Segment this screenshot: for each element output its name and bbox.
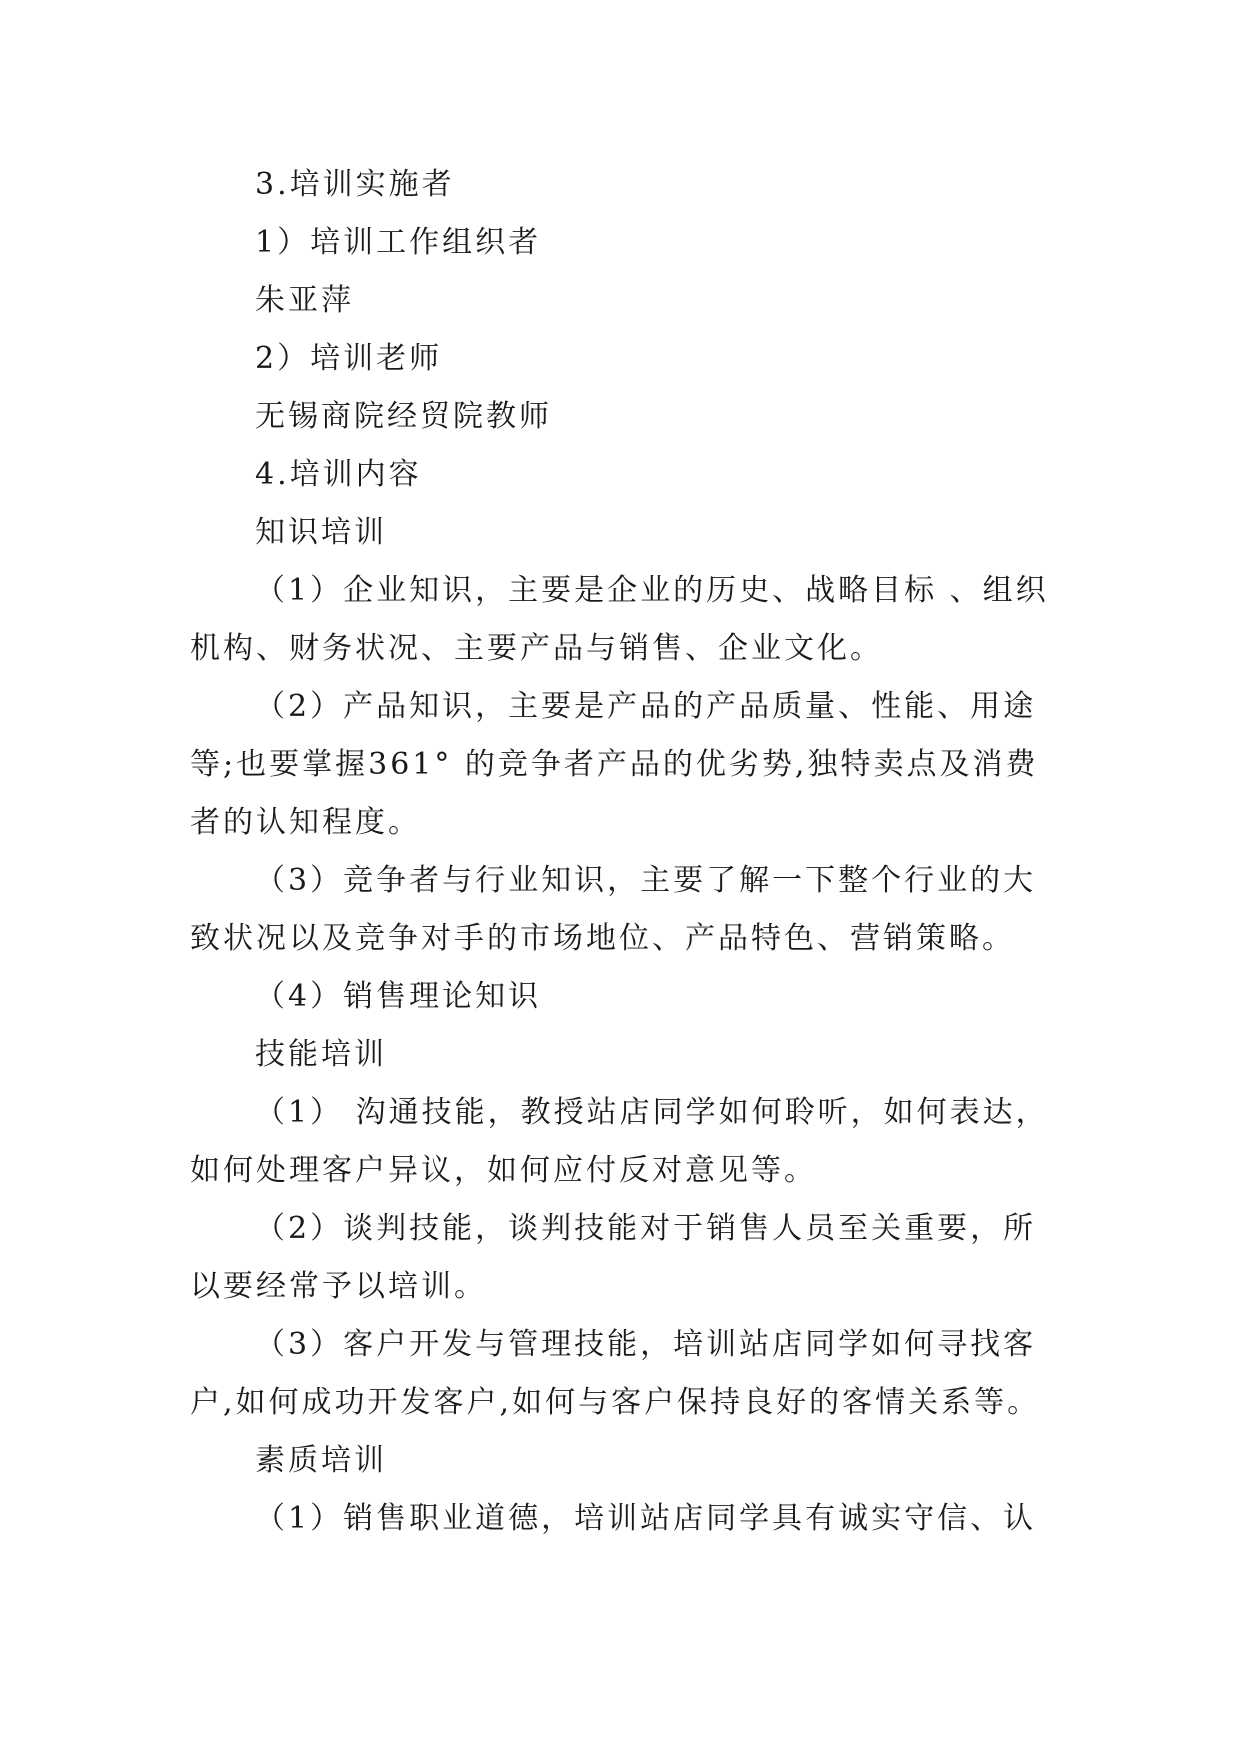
paragraph-line: 户,如何成功开发客户,如何与客户保持良好的客情关系等。 <box>190 1385 1041 1420</box>
teacher-name: 无锡商院经贸院教师 <box>255 399 552 434</box>
subheading-organizer: 1）培训工作组织者 <box>255 225 542 260</box>
subheading-skills-training: 技能培训 <box>255 1037 387 1072</box>
section-heading-content: 4.培训内容 <box>255 457 422 492</box>
subheading-knowledge-training: 知识培训 <box>255 515 387 550</box>
paragraph-line: （1）销售职业道德，培训站店同学具有诚实守信、认 <box>255 1501 1037 1536</box>
subheading-teacher: 2）培训老师 <box>255 341 443 376</box>
paragraph-line: （2）谈判技能，谈判技能对于销售人员至关重要，所 <box>255 1211 1037 1246</box>
paragraph-line: 致状况以及竞争对手的市场地位、产品特色、营销策略。 <box>190 921 1015 956</box>
paragraph-line: 如何处理客户异议，如何应付反对意见等。 <box>190 1153 817 1188</box>
paragraph-line: （2）产品知识，主要是产品的产品质量、性能、用途 <box>255 689 1037 724</box>
paragraph-line: （3）竞争者与行业知识，主要了解一下整个行业的大 <box>255 863 1037 898</box>
paragraph-line: （1）企业知识，主要是企业的历史、战略目标 、组织 <box>255 573 1049 608</box>
paragraph-line: 机构、财务状况、主要产品与销售、企业文化。 <box>190 631 883 666</box>
paragraph-line: （1） 沟通技能，教授站店同学如何聆听，如何表达， <box>255 1095 1049 1130</box>
paragraph-line: 等;也要掌握361° 的竞争者产品的优劣势,独特卖点及消费 <box>190 747 1039 782</box>
paragraph-line: （4）销售理论知识 <box>255 979 542 1014</box>
paragraph-line: 者的认知程度。 <box>190 805 421 840</box>
section-heading-trainers: 3.培训实施者 <box>255 167 455 202</box>
paragraph-line: 以要经常予以培训。 <box>190 1269 487 1304</box>
paragraph-line: （3）客户开发与管理技能，培训站店同学如何寻找客 <box>255 1327 1037 1362</box>
subheading-quality-training: 素质培训 <box>255 1443 387 1478</box>
organizer-name: 朱亚萍 <box>255 283 354 318</box>
